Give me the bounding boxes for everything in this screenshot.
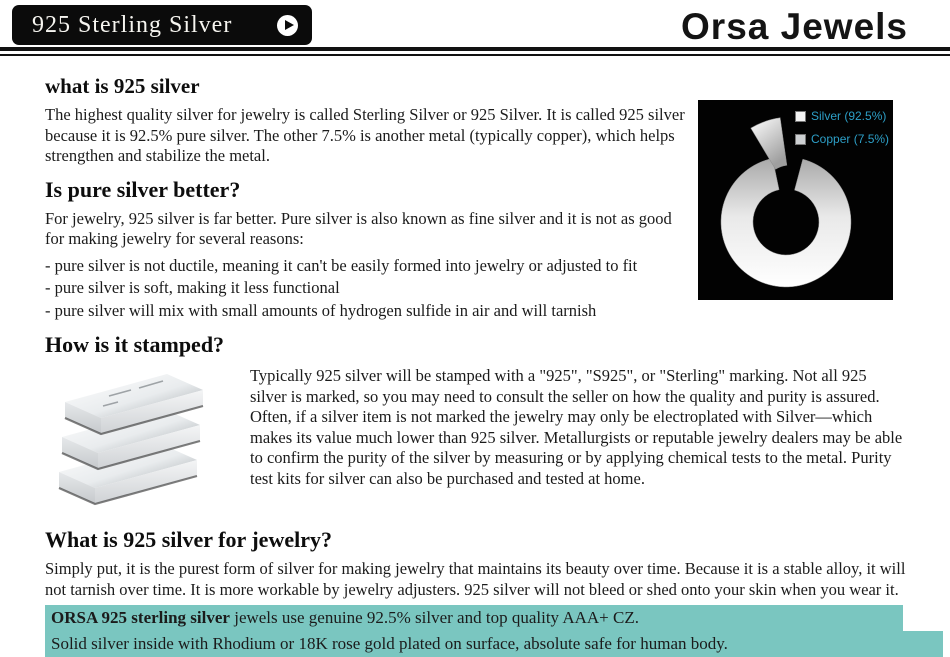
highlight-line-1	[45, 605, 903, 631]
stamped-section-row	[45, 364, 917, 517]
legend-label-silver: Silver (92.5%)	[811, 109, 887, 123]
list-item: - pure silver is not ductile, meaning it can't be easily formed into jewelry or adjusted to fit	[45, 255, 638, 275]
highlight-brand-text: ORSA 925 sterling silver	[51, 608, 230, 627]
list-item: - pure silver will mix with small amounts of hydrogen sulfide in air and will tarnish	[45, 300, 597, 320]
play-icon[interactable]	[277, 15, 298, 36]
play-triangle-icon	[285, 20, 294, 30]
brand-logo: Orsa Jewels	[681, 6, 908, 47]
legend-label-copper: Copper (7.5%)	[811, 132, 890, 146]
header-divider	[0, 47, 950, 56]
heading-how-is-it-stamped: How is it stamped?	[45, 332, 225, 357]
heading-is-pure-silver-better: Is pure silver better?	[45, 176, 241, 202]
pure-silver-reasons-list	[45, 255, 700, 323]
silver-bars-image	[45, 364, 250, 517]
paragraph-925-silver-for-jewelry: Simply put, it is the purest form of silver for making jewelry that maintains its beauty over time. Because it is a stable alloy, it will not tarnish over time. It is more workable by jewelry adjusters. 925 silver will not bleed or shed onto your skin when you wear it.	[45, 559, 906, 599]
highlight-line-2: Solid silver inside with Rhodium or 18K rose gold plated on surface, absolute safe for human body.	[45, 631, 943, 657]
silver-ingots-graphic	[45, 364, 240, 512]
section-title-banner[interactable]	[12, 5, 312, 45]
paragraph-how-is-it-stamped: Typically 925 silver will be stamped with a "925", "S925", or "Sterling" marking. Not all 925 silver is marked, so you may need to consult the seller on how the quality and purity is assured. Often, if a silver item is not marked the jewelry may only be electroplated with Silver—which makes its value much lower than 925 silver. Metallurgists or reputable jewelry dealers may be able to confirm the purity of the silver by measuring or by applying chemical tests to the metal. Purity test kits for silver can also be purchased and tested at home.	[250, 366, 903, 488]
list-item: - pure silver is soft, making it less functional	[45, 278, 340, 297]
paragraph-is-pure-silver-better: For jewelry, 925 silver is far better. Pure silver is also known as fine silver and it is not as good for making jewelry for several reasons:	[45, 208, 672, 248]
banner-label: 925 Sterling Silver	[32, 11, 233, 38]
heading-what-is-925-silver: what is 925 silver	[45, 74, 200, 98]
divider-thin-line	[0, 54, 950, 56]
paragraph-what-is-925-silver: The highest quality silver for jewelry is called Sterling Silver or 925 Silver. It is called 925 silver because it is 92.5% pure silver. The other 7.5% is another metal (typically copper), which helps strengthen and stabilize the metal.	[45, 105, 685, 165]
highlight-line1-rest: jewels use genuine 92.5% silver and top quality AAA+ CZ.	[229, 608, 639, 627]
heading-925-silver-for-jewelry: What is 925 silver for jewelry?	[45, 527, 332, 552]
highlight-block	[45, 605, 917, 657]
article-content	[45, 62, 917, 657]
